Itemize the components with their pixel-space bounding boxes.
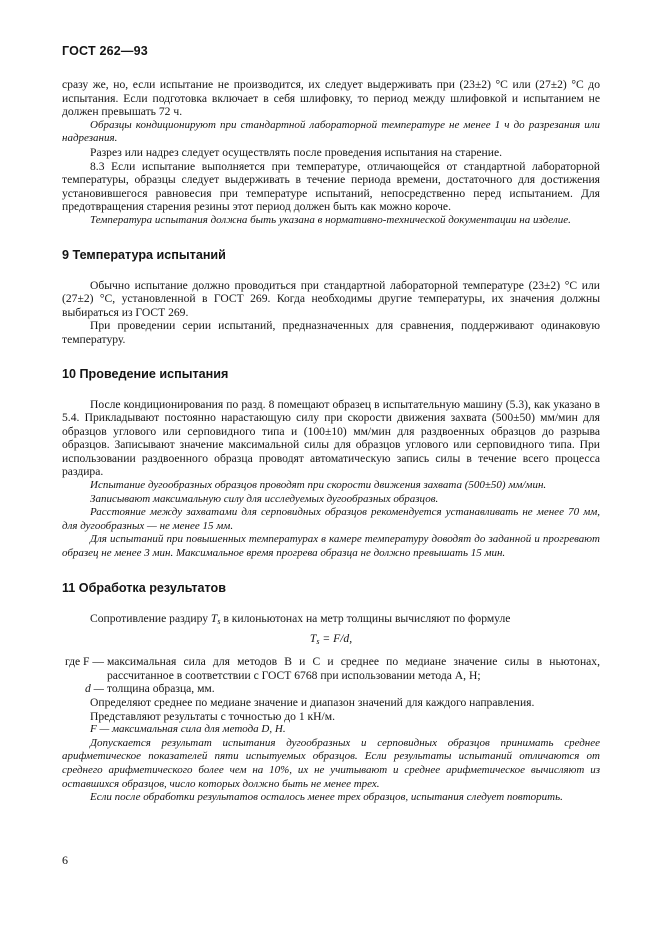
formula: $T_s = F/d$, <box>309 632 353 647</box>
document-body <box>62 78 600 805</box>
section-10-paragraph: После кондиционирования по разд. 8 помещают образец в испытательную машину (5.3), как указано в 5.4. Прикладывают постоянно нарастающую силу при скорости движения захвата (500±50) мм/мин для образцов углового или серповидного типа и (100±10) мм/мин для раздвоенных образцов до разрыва образцов. Записывают значение максимальной силы для образцов углового или серповидного типа. При использовании раздвоенного образца проводят автоматическую запись силы в течение всего процесса раздира. <box>62 397 600 479</box>
section-11-note: Допускается результат испытания дугообразных и серповидных образцов принимать среднее арифметическое показателей пяти испытуемых образцов. Если результаты испытаний отличаются от среднего арифметического более чем на 10%, их не учитывают и среднее арифметическое вычисляют из оставшихся образцов, число которых должно быть не менее трех. <box>62 736 600 790</box>
section-9-title: 9 Температура испытаний <box>62 247 226 262</box>
clause-8-3: 8.3 Если испытание выполняется при температуре, отличающейся от стандартной лабораторной температуры, образцы следует выдерживать в течение периода времени, достаточного для достижения установившегося равновесия при температуре испытаний, непосредственно перед испытанием. Для предотвращения старения резины этот период должен быть как можно короче. <box>62 159 600 214</box>
formula-legend-d: d — толщина образца, мм. <box>84 682 215 696</box>
section-11-title: 11 Обработка результатов <box>62 580 226 595</box>
intro-paragraph: Разрез или надрез следует осуществлять после проведения испытания на старение. <box>90 145 502 159</box>
section-11-note: Если после обработки результатов осталось менее трех образцов, испытания следует повторить. <box>90 791 563 804</box>
intro-paragraph: сразу же, но, если испытание не производится, их следует выдерживать при (23±2) °С или (27±2) °С до испытания. Если подготовка включает в себя шлифовку, то период между шлифовкой и испытанием не должен превышать 72 ч. <box>62 78 600 119</box>
section-9-paragraph: Обычно испытание должно проводиться при стандартной лабораторной температуре (23±2) °С или (27±2) °С, установленной в ГОСТ 269. Когда необходимы другие температуры, их значения должны выбираться из ГОСТ 269. <box>62 278 600 319</box>
section-11-paragraph: Определяют среднее по медиане значение и диапазон значений для каждого направления. <box>90 696 535 709</box>
document-header: ГОСТ 262—93 <box>62 44 148 58</box>
section-10-note: Записывают максимальную силу для исследуемых дугообразных образцов. <box>90 492 439 505</box>
section-10-note: Испытание дугообразных образцов проводят при скорости движения захвата (500±50) мм/мин. <box>90 479 547 492</box>
formula-legend-f: где F — максимальная сила для методов В и С и среднее по медиане значение силы в ньютонах, рассчитанное в соответствии с ГОСТ 6768 при использовании метода А, Н; <box>64 655 600 682</box>
section-11-paragraph: Представляют результаты с точностью до 1 кН/м. <box>90 709 336 723</box>
intro-note: Температура испытания должна быть указана в нормативно-технической документации на изделие. <box>90 213 571 226</box>
page-number: 6 <box>62 853 68 867</box>
intro-note: Образцы кондиционируют при стандартной лабораторной температуре не менее 1 ч до разрезания или надрезания. <box>62 118 600 145</box>
section-11-paragraph: Сопротивление раздиру $T_s$ в килоньютонах на метр толщины вычисляют по формуле <box>90 611 511 626</box>
section-11-note: F — максимальная сила для метода D, H. <box>90 723 286 736</box>
section-9-paragraph: При проведении серии испытаний, предназначенных для сравнения, поддерживают одинаковую температуру. <box>62 319 600 346</box>
section-10-note: Расстояние между захватами для серповидных образцов рекомендуется устанавливать не менее 70 мм, для дугообразных — не менее 15 мм. <box>62 506 600 532</box>
section-10-title: 10 Проведение испытания <box>62 366 229 381</box>
section-10-note: Для испытаний при повышенных температурах в камере температуру доводят до заданной и прогревают образец не менее 3 мин. Максимальное время прогрева образца не должно превышать 15 мин. <box>62 533 600 560</box>
